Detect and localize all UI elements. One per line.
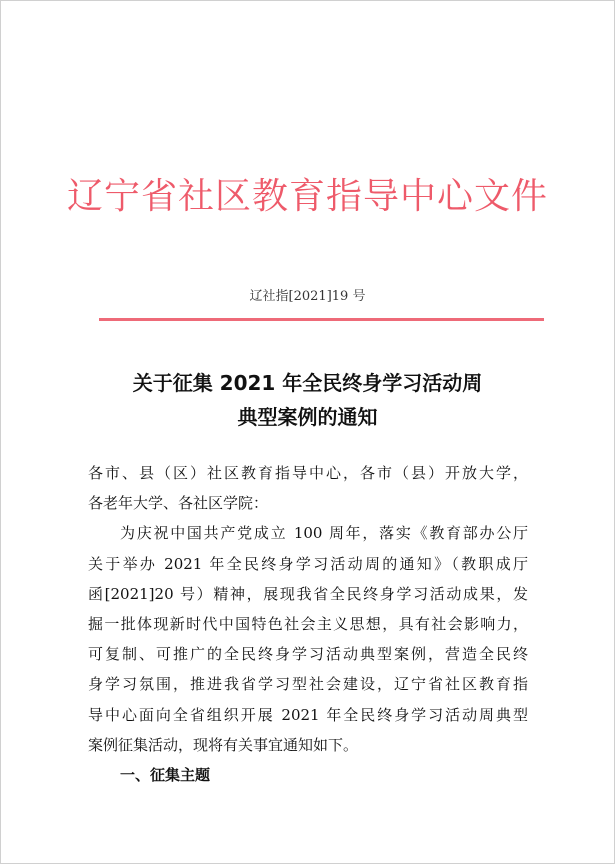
paragraph-line: 可复制、可推广的全民终身学习活动典型案例，营造全民终 xyxy=(88,645,528,664)
notice-title-line-1: 关于征集 2021 年全民终身学习活动周 xyxy=(132,371,483,395)
paragraph-line: 为庆祝中国共产党成立 100 周年，落实《教育部办公厅 xyxy=(120,524,528,543)
notice-title xyxy=(0,366,615,434)
salutation-line-1: 各市、县（区）社区教育指导中心，各市（县）开放大学， xyxy=(88,464,528,482)
paragraph-line: 关于举办 2021 年全民终身学习活动周的通知》（教职成厅 xyxy=(88,554,528,573)
paragraph-line: 导中心面向全省组织开展 2021 年全民终身学习活动周典型 xyxy=(88,705,528,724)
paragraph-line: 函[2021]20 号）精神，展现我省全民终身学习活动成果，发 xyxy=(88,584,528,603)
paragraph-line: 身学习氛围，推进我省学习型社会建设，辽宁省社区教育指 xyxy=(88,675,528,694)
header-red-rule xyxy=(99,318,544,321)
notice-title-line-2: 典型案例的通知 xyxy=(237,405,378,429)
document-header-title: 辽宁省社区教育指导中心文件 xyxy=(66,176,548,217)
salutation-line-2: 各老年大学、各社区学院： xyxy=(88,494,269,513)
section-heading: 一、征集主题 xyxy=(120,766,211,785)
paragraph-line: 掘一批体现新时代中国特色社会主义思想，具有社会影响力， xyxy=(88,615,528,634)
paragraph-line: 案例征集活动，现将有关事宜通知如下。 xyxy=(88,735,359,754)
document-number: 辽社指[2021]19 号 xyxy=(249,289,366,304)
notice-body xyxy=(88,458,528,790)
